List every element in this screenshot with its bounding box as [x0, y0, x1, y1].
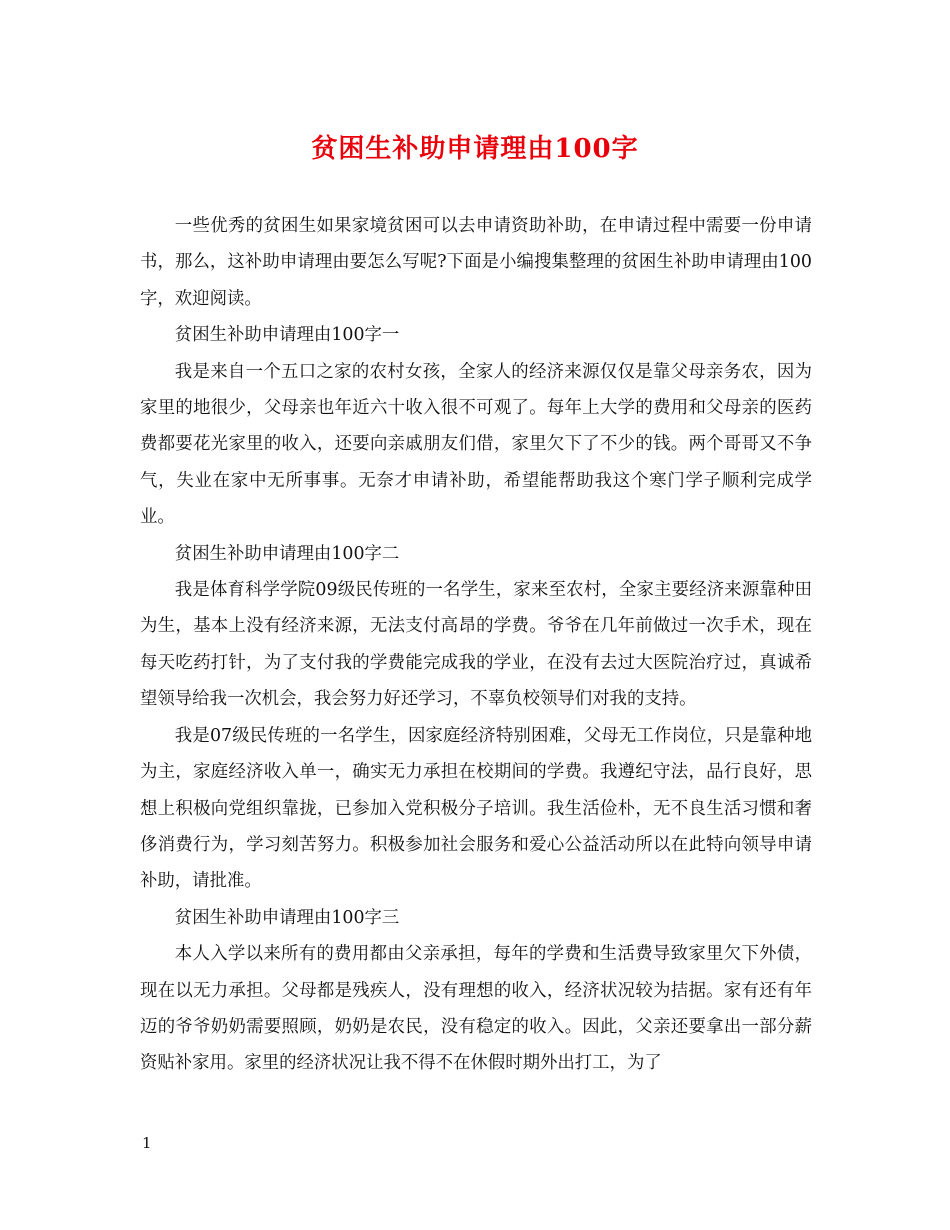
- document-title: 贫困生补助申请理由100字: [311, 134, 639, 164]
- page-number: 1: [142, 1134, 152, 1152]
- section-heading-2: 贫困生补助申请理由100字二: [174, 543, 400, 564]
- paragraph-1: 我是来自一个五口之家的农村女孩，全家人的经济来源仅仅是靠父母亲务农，因为家里的地很少，父母亲也年近六十收入很不可观了。每年上大学的费用和父母亲的医药费都要花光家里的收入，还要向亲戚朋友们借，家里欠下了不少的钱。两个哥哥又不争气，失业在家中无所事事。无奈才申请补助，希望能帮助我这个寒门学子顺利完成学业。: [140, 361, 812, 528]
- document-body: [140, 208, 812, 1082]
- section-heading-1: 贫困生补助申请理由100字一: [174, 325, 400, 346]
- paragraph-3: 我是07级民传班的一名学生，因家庭经济特别困难，父母无工作岗位，只是靠种地为主，家庭经济收入单一，确实无力承担在校期间的学费。我遵纪守法，品行良好，思想上积极向党组织靠拢，已参加入党积极分子培训。我生活俭朴，无不良生活习惯和奢侈消费行为，学习刻苦努力。积极参加社会服务和爱心公益活动所以在此特向领导申请补助，请批准。: [140, 725, 812, 892]
- paragraph-2: 我是体育科学学院09级民传班的一名学生，家来至农村，全家主要经济来源靠种田为生，基本上没有经济来源，无法支付高昂的学费。爷爷在几年前做过一次手术，现在每天吃药打针，为了支付我的学费能完成我的学业，在没有去过大医院治疗过，真诚希望领导给我一次机会，我会努力好还学习，不辜负校领导们对我的支持。: [140, 580, 812, 710]
- section-heading-3: 贫困生补助申请理由100字三: [174, 907, 400, 928]
- paragraph-intro: 一些优秀的贫困生如果家境贫困可以去申请资助补助，在申请过程中需要一份申请书，那么，这补助申请理由要怎么写呢?下面是小编搜集整理的贫困生补助申请理由100字，欢迎阅读。: [140, 216, 812, 309]
- paragraph-4: 本人入学以来所有的费用都由父亲承担，每年的学费和生活费导致家里欠下外债，现在以无力承担。父母都是残疾人，没有理想的收入，经济状况较为拮据。家有还有年迈的爷爷奶奶需要照顾，奶奶是农民，没有稳定的收入。因此，父亲还要拿出一部分薪资贴补家用。家里的经济状况让我不得不在休假时期外出打工，为了: [140, 944, 812, 1074]
